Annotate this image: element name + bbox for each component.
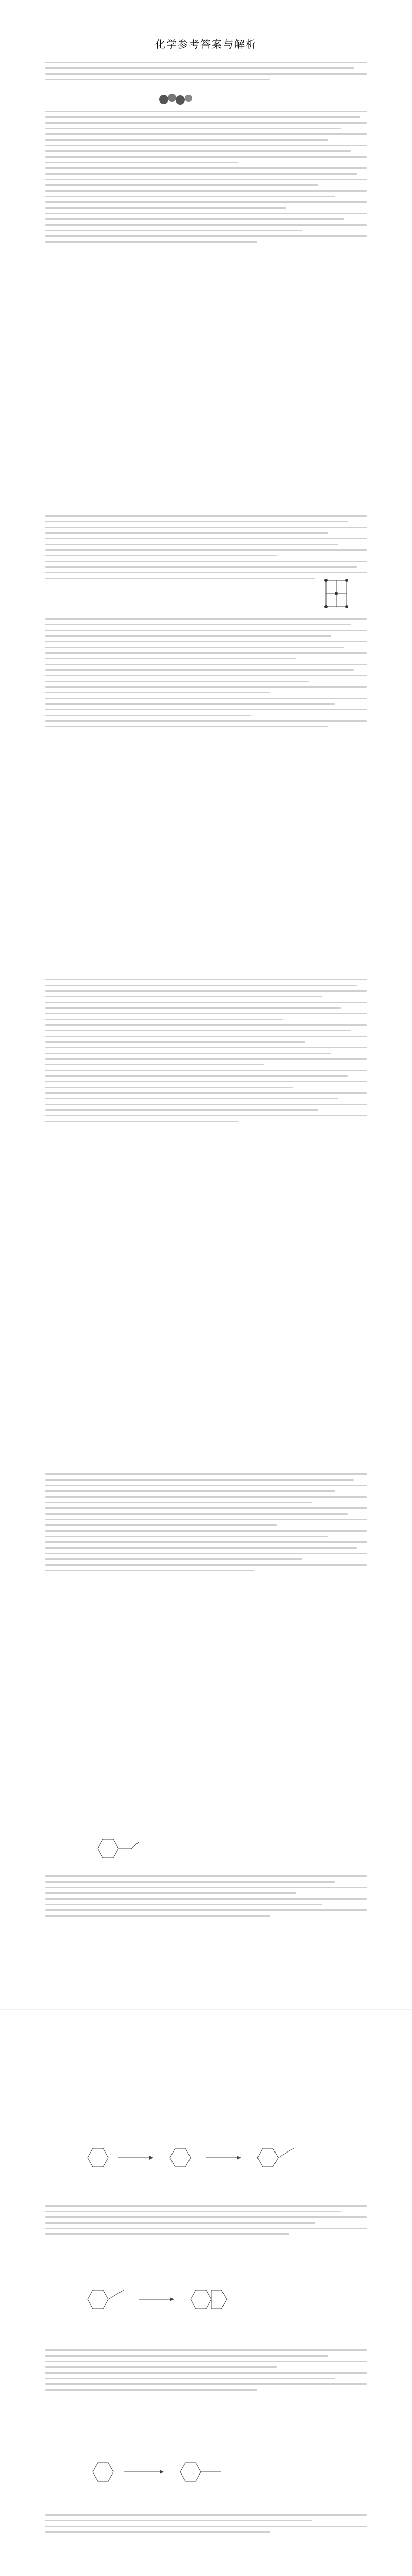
- answer-section-2: [45, 515, 367, 583]
- answer-section-6: [45, 2514, 367, 2537]
- molecule-model-figure: [154, 92, 201, 107]
- structural-formula-figure: [88, 1834, 149, 1865]
- answer-section-1: [45, 62, 367, 84]
- answer-section-4: [45, 1473, 367, 1575]
- crystal-structure-figure: [322, 576, 353, 612]
- answer-section-5b: [45, 2349, 367, 2395]
- answer-section-4b: [45, 1875, 367, 1921]
- answer-section-5: [45, 2205, 367, 2239]
- answer-section-2b: [45, 618, 367, 732]
- answer-section-1b: [45, 111, 367, 247]
- page-title: 化学参考答案与解析: [155, 38, 257, 50]
- reaction-scheme-1: [72, 2133, 350, 2195]
- reaction-scheme-3: [82, 2452, 340, 2499]
- answer-section-3: [45, 979, 367, 1126]
- reaction-scheme-2: [72, 2277, 350, 2334]
